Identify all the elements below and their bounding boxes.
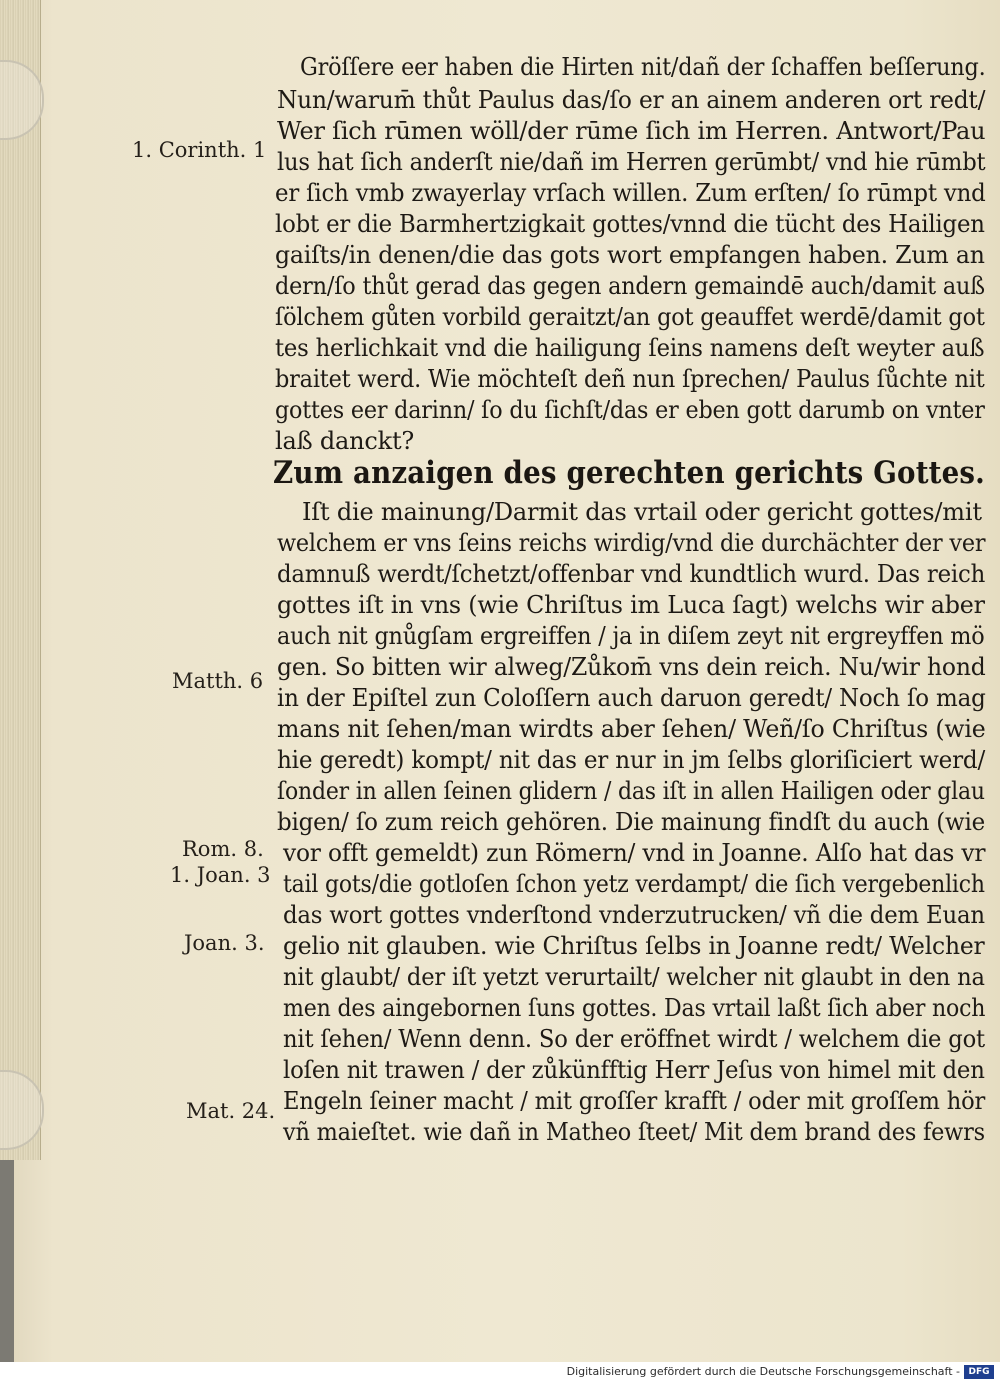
body-line: dern/ſo thůt gerad das gegen andern gemaindē auch/damit auß — [275, 272, 985, 300]
section-line: welchem er vns ſeins reichs wirdig/vnd die durchächter der ver — [277, 529, 986, 557]
margin-note-corinth: 1. Corinth. 1 — [132, 138, 267, 162]
section-line: men des aingebornen ſuns gottes. Das vrtail laßt ſich aber noch — [283, 994, 986, 1022]
section-line: gelio nit glauben. wie Chriſtus ſelbs in Joanne redt/ Welcher — [283, 932, 985, 960]
section-line: loſen nit trawen / der zůkünfftig Herr Jeſus von himel mit den — [283, 1056, 985, 1084]
margin-note-mat: Mat. 24. — [186, 1099, 276, 1123]
section-line: bigen/ ſo zum reich gehören. Die mainung findſt du auch (wie — [277, 808, 986, 836]
section-heading: Zum anzaigen des gerechten gerichts Gottes. — [273, 455, 986, 491]
section-line: nit ſehen/ Wenn denn. So der eröffnet wirdt / welchem die got — [283, 1025, 985, 1053]
dfg-logo: DFG — [964, 1365, 994, 1379]
section-line: damnuß werdt/ſchetzt/offenbar vnd kundtlich wurd. Das reich — [277, 560, 986, 588]
margin-note-matth: Matth. 6 — [172, 669, 264, 693]
section-line: vor offt gemeldt) zun Römern/ vnd in Joanne. Alſo hat das vr — [283, 839, 986, 867]
section-line: gen. So bitten wir alweg/Zůkom̄ vns dein reich. Nu/wir hond — [277, 653, 986, 681]
body-line: laß danckt? — [275, 427, 415, 455]
margin-note-joan-2: Joan. 3. — [184, 931, 265, 955]
section-line: hie geredt) kompt/ nit das er nur in jm ſelbs gloriſiciert werd/ — [277, 746, 986, 774]
section-line: vñ maieſtet. wie dañ in Matheo ſteet/ Mit dem brand des fewrs — [283, 1118, 985, 1146]
section-line: gottes iſt in vns (wie Chriſtus im Luca ſagt) welchs wir aber — [277, 591, 985, 619]
funding-notice: Digitalisierung gefördert durch die Deutsche Forschungsgemeinschaft - — [566, 1365, 960, 1378]
body-line: er ſich vmb zwayerlay vrſach willen. Zum erſten/ ſo rūmpt vnd — [275, 179, 986, 207]
margin-note-joan-1: 1. Joan. 3 — [170, 863, 271, 887]
footer-bar — [0, 1362, 1000, 1382]
body-line: tes herlichkait vnd die hailigung ſeins namens deſt weyter auß — [275, 334, 985, 362]
body-line: Gröſſere eer haben die Hirten nit/dañ der ſchaffen beſſerung. — [300, 53, 986, 81]
section-line: in der Epiſtel zun Coloſſern auch daruon geredt/ Noch ſo mag — [277, 684, 986, 712]
section-line: Iſt die mainung/Darmit das vrtail oder gericht gottes/mit — [302, 498, 982, 526]
section-line: nit glaubt/ der iſt yetzt verurtailt/ welcher nit glaubt in den na — [283, 963, 985, 991]
body-line: Nun/warum̄ thůt Paulus das/ſo er an ainem anderen ort redt/ — [277, 86, 986, 114]
section-line: ſonder in allen ſeinen glidern / das iſt in allen Hailigen oder glau — [277, 777, 985, 805]
body-line: lobt er die Barmhertzigkait gottes/vnnd die tücht des Hailigen — [275, 210, 985, 238]
body-line: Wer ſich rūmen wöll/der rūme ſich im Herren. Antwort/Pau — [277, 117, 986, 145]
body-line: lus hat ſich anderſt nie/dañ im Herren gerūmbt/ vnd hie rūmbt — [277, 148, 986, 176]
section-line: das wort gottes vnderſtond vnderzutrucken/ vñ die dem Euan — [283, 901, 985, 929]
body-line: braitet werd. Wie möchteſt deñ nun ſprechen/ Paulus ſůchte nit — [275, 365, 985, 393]
section-line: mans nit ſehen/man wirdts aber ſehen/ Weñ/ſo Chriſtus (wie — [277, 715, 986, 743]
body-line: ſölchem gůten vorbild geraitzt/an got geauffet werdē/damit got — [275, 303, 985, 331]
section-line: tail gots/die gotloſen ſchon yetz verdampt/ die ſich vergebenlich — [283, 870, 985, 898]
section-line: Engeln ſeiner macht / mit groſſer krafft / oder mit groſſem hör — [283, 1087, 986, 1115]
margin-note-rom: Rom. 8. — [182, 837, 264, 861]
section-line: auch nit gnůgſam ergreiffen / ja in diſem zeyt nit ergreyffen mö — [277, 622, 985, 650]
page-stack-edge — [0, 0, 41, 1160]
body-line: gaiſts/in denen/die das gots wort empfangen haben. Zum an — [275, 241, 985, 269]
body-line: gottes eer darinn/ ſo du ſichſt/das er eben gott darumb on vnter — [275, 396, 985, 424]
